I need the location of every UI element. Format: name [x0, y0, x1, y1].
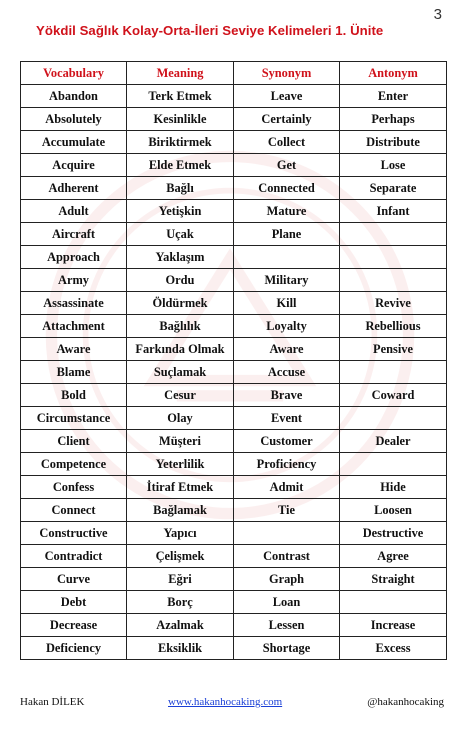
cell-meaning: Terk Etmek	[127, 85, 234, 108]
cell-meaning: Olay	[127, 407, 234, 430]
cell-synonym	[234, 522, 340, 545]
cell-antonym: Separate	[340, 177, 447, 200]
cell-synonym	[234, 246, 340, 269]
cell-synonym: Mature	[234, 200, 340, 223]
cell-meaning: Farkında Olmak	[127, 338, 234, 361]
document-title: Yökdil Sağlık Kolay-Orta-İleri Seviye Kelimeleri 1. Ünite	[36, 23, 384, 38]
cell-meaning: Eksiklik	[127, 637, 234, 660]
header-meaning: Meaning	[127, 62, 234, 85]
cell-antonym: Pensive	[340, 338, 447, 361]
cell-synonym: Collect	[234, 131, 340, 154]
cell-meaning: Elde Etmek	[127, 154, 234, 177]
table-row	[21, 453, 447, 476]
cell-vocabulary: Confess	[21, 476, 127, 499]
cell-antonym: Revive	[340, 292, 447, 315]
table-row	[21, 476, 447, 499]
cell-meaning: Yaklaşım	[127, 246, 234, 269]
table-row	[21, 338, 447, 361]
cell-meaning: Bağlamak	[127, 499, 234, 522]
cell-vocabulary: Acquire	[21, 154, 127, 177]
cell-vocabulary: Deficiency	[21, 637, 127, 660]
cell-antonym: Enter	[340, 85, 447, 108]
cell-synonym: Accuse	[234, 361, 340, 384]
cell-vocabulary: Bold	[21, 384, 127, 407]
cell-synonym: Contrast	[234, 545, 340, 568]
vocabulary-table	[20, 61, 447, 660]
cell-antonym: Perhaps	[340, 108, 447, 131]
table-row	[21, 315, 447, 338]
cell-vocabulary: Assassinate	[21, 292, 127, 315]
footer-author: Hakan DİLEK	[20, 696, 85, 708]
cell-antonym: Excess	[340, 637, 447, 660]
cell-meaning: İtiraf Etmek	[127, 476, 234, 499]
cell-meaning: Yetişkin	[127, 200, 234, 223]
footer-social-handle: @hakanhocaking	[367, 696, 444, 708]
cell-synonym: Tie	[234, 499, 340, 522]
cell-vocabulary: Aware	[21, 338, 127, 361]
cell-vocabulary: Adherent	[21, 177, 127, 200]
cell-meaning: Biriktirmek	[127, 131, 234, 154]
table-row	[21, 430, 447, 453]
table-row	[21, 108, 447, 131]
cell-meaning: Kesinlikle	[127, 108, 234, 131]
cell-antonym: Loosen	[340, 499, 447, 522]
cell-antonym	[340, 407, 447, 430]
cell-vocabulary: Absolutely	[21, 108, 127, 131]
cell-vocabulary: Competence	[21, 453, 127, 476]
header-antonym: Antonym	[340, 62, 447, 85]
cell-synonym: Aware	[234, 338, 340, 361]
cell-synonym: Connected	[234, 177, 340, 200]
table-row	[21, 407, 447, 430]
cell-synonym: Loyalty	[234, 315, 340, 338]
cell-synonym: Plane	[234, 223, 340, 246]
cell-vocabulary: Abandon	[21, 85, 127, 108]
footer-website-link[interactable]: www.hakanhocaking.com	[168, 696, 283, 708]
header-vocabulary: Vocabulary	[21, 62, 127, 85]
cell-meaning: Yeterlilik	[127, 453, 234, 476]
table-row	[21, 177, 447, 200]
cell-antonym: Lose	[340, 154, 447, 177]
cell-vocabulary: Constructive	[21, 522, 127, 545]
table-row	[21, 522, 447, 545]
cell-synonym: Leave	[234, 85, 340, 108]
cell-antonym: Agree	[340, 545, 447, 568]
cell-meaning: Bağlı	[127, 177, 234, 200]
cell-vocabulary: Contradict	[21, 545, 127, 568]
cell-vocabulary: Army	[21, 269, 127, 292]
cell-vocabulary: Curve	[21, 568, 127, 591]
cell-antonym	[340, 246, 447, 269]
cell-meaning: Uçak	[127, 223, 234, 246]
cell-vocabulary: Approach	[21, 246, 127, 269]
table-row	[21, 246, 447, 269]
table-row	[21, 269, 447, 292]
cell-meaning: Cesur	[127, 384, 234, 407]
table-row	[21, 591, 447, 614]
cell-vocabulary: Aircraft	[21, 223, 127, 246]
header-synonym: Synonym	[234, 62, 340, 85]
table-row	[21, 384, 447, 407]
cell-vocabulary: Debt	[21, 591, 127, 614]
cell-antonym	[340, 223, 447, 246]
table-row	[21, 154, 447, 177]
table-header-row	[21, 62, 447, 85]
cell-antonym	[340, 361, 447, 384]
cell-antonym: Straight	[340, 568, 447, 591]
cell-antonym: Infant	[340, 200, 447, 223]
cell-synonym: Lessen	[234, 614, 340, 637]
table-row	[21, 200, 447, 223]
cell-meaning: Bağlılık	[127, 315, 234, 338]
table-row	[21, 223, 447, 246]
cell-antonym: Hide	[340, 476, 447, 499]
table-row	[21, 637, 447, 660]
cell-meaning: Müşteri	[127, 430, 234, 453]
cell-synonym: Proficiency	[234, 453, 340, 476]
cell-antonym: Destructive	[340, 522, 447, 545]
cell-meaning: Çelişmek	[127, 545, 234, 568]
cell-vocabulary: Blame	[21, 361, 127, 384]
table-row	[21, 361, 447, 384]
table-row	[21, 85, 447, 108]
cell-vocabulary: Accumulate	[21, 131, 127, 154]
cell-synonym: Customer	[234, 430, 340, 453]
cell-synonym: Certainly	[234, 108, 340, 131]
cell-antonym	[340, 453, 447, 476]
cell-meaning: Suçlamak	[127, 361, 234, 384]
table-row	[21, 499, 447, 522]
cell-antonym: Dealer	[340, 430, 447, 453]
cell-antonym: Coward	[340, 384, 447, 407]
table-row	[21, 292, 447, 315]
cell-vocabulary: Decrease	[21, 614, 127, 637]
cell-antonym: Distribute	[340, 131, 447, 154]
cell-meaning: Eğri	[127, 568, 234, 591]
table-row	[21, 614, 447, 637]
page-number: 3	[433, 6, 442, 23]
cell-synonym: Get	[234, 154, 340, 177]
cell-meaning: Ordu	[127, 269, 234, 292]
cell-synonym: Graph	[234, 568, 340, 591]
cell-antonym: Rebellious	[340, 315, 447, 338]
cell-meaning: Yapıcı	[127, 522, 234, 545]
cell-meaning: Borç	[127, 591, 234, 614]
table-row	[21, 131, 447, 154]
cell-synonym: Event	[234, 407, 340, 430]
cell-synonym: Kill	[234, 292, 340, 315]
cell-antonym	[340, 269, 447, 292]
cell-synonym: Brave	[234, 384, 340, 407]
cell-antonym	[340, 591, 447, 614]
cell-vocabulary: Connect	[21, 499, 127, 522]
cell-vocabulary: Adult	[21, 200, 127, 223]
cell-synonym: Loan	[234, 591, 340, 614]
table-body	[21, 85, 447, 660]
cell-meaning: Öldürmek	[127, 292, 234, 315]
cell-antonym: Increase	[340, 614, 447, 637]
table-row	[21, 568, 447, 591]
table-row	[21, 545, 447, 568]
cell-meaning: Azalmak	[127, 614, 234, 637]
cell-synonym: Shortage	[234, 637, 340, 660]
cell-vocabulary: Circumstance	[21, 407, 127, 430]
footer	[0, 696, 460, 712]
cell-synonym: Admit	[234, 476, 340, 499]
cell-vocabulary: Client	[21, 430, 127, 453]
cell-vocabulary: Attachment	[21, 315, 127, 338]
cell-synonym: Military	[234, 269, 340, 292]
